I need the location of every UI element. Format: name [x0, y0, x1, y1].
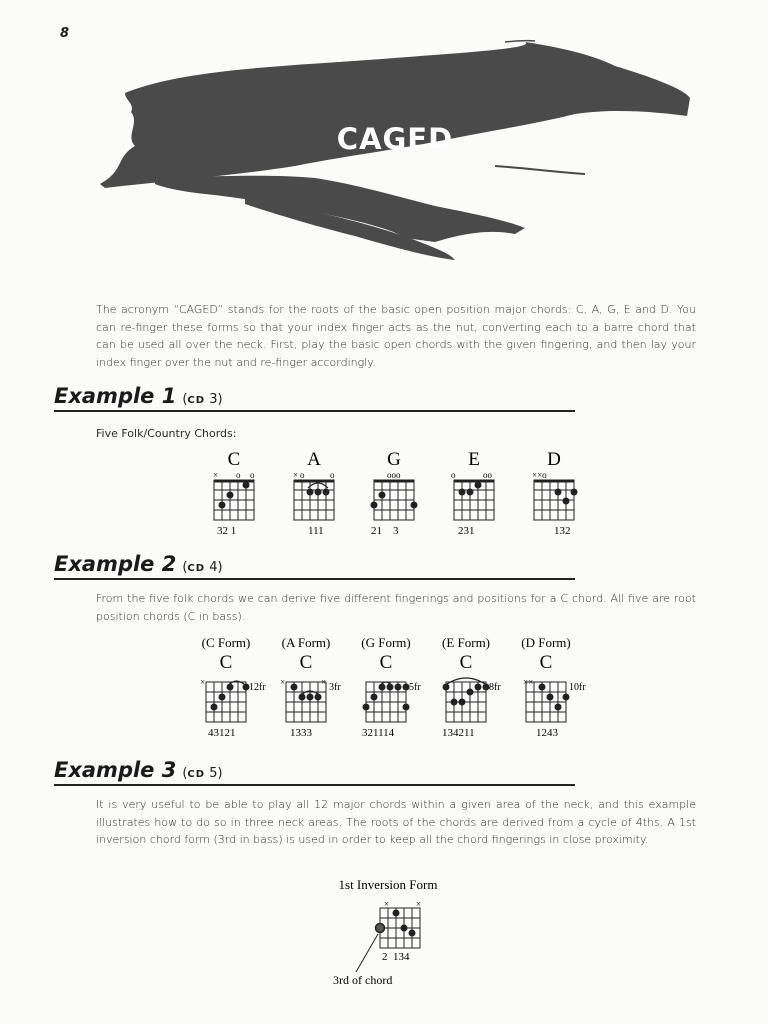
open-marker: o	[330, 470, 335, 480]
fingering-text: 2 134	[382, 951, 410, 963]
finger-dot	[475, 684, 482, 691]
finger-dot	[411, 502, 418, 509]
fingering-text: 321114	[362, 727, 395, 739]
finger-dot	[395, 684, 402, 691]
finger-dot	[307, 694, 314, 701]
finger-dot	[571, 489, 578, 496]
mute-marker: ×	[416, 899, 422, 909]
fingering-text: 231	[458, 525, 475, 537]
example-2-caption: From the five folk chords we can derive five different fingerings and positions for a C chord. All five are root position chords (C in bass).	[96, 592, 696, 623]
finger-dot	[539, 684, 546, 691]
finger-dot	[451, 699, 458, 706]
chord-diagram-a-form	[280, 635, 341, 739]
banner-title: CAGED	[336, 122, 454, 156]
title-banner	[95, 38, 695, 268]
fret-label: 10fr	[569, 682, 586, 693]
chord-name: C	[539, 652, 553, 673]
finger-dot	[379, 492, 386, 499]
finger-dot	[563, 498, 570, 505]
open-marker: ooo	[387, 470, 401, 480]
finger-dot	[227, 492, 234, 499]
cd-label: CD	[187, 395, 206, 406]
chord-diagram-a	[293, 449, 335, 537]
chord-name: A	[307, 449, 321, 470]
example-3-title: Example 3	[54, 758, 177, 782]
chord-name: C	[379, 652, 393, 673]
cd-label: CD	[187, 769, 206, 780]
chord-name: C	[219, 652, 233, 673]
chord-diagram-c-form	[200, 635, 266, 739]
fingering-text: 43121	[208, 727, 236, 739]
fingering-text: 111	[308, 525, 324, 537]
chord-diagram-e	[451, 449, 494, 537]
mute-marker: ×	[213, 470, 219, 480]
example-2-chord-diagrams	[0, 630, 768, 760]
example-3-diagram	[0, 870, 768, 990]
finger-dot	[315, 694, 322, 701]
fingering-text: 21 3	[371, 525, 399, 537]
open-marker: o	[236, 470, 241, 480]
example-1-chord-diagrams	[0, 444, 768, 544]
finger-dot	[219, 502, 226, 509]
finger-dot	[443, 684, 450, 691]
fret-label: 12fr	[249, 682, 266, 693]
chord-name: C	[459, 652, 473, 673]
example-2-heading: Example 2 (CD 4)	[54, 552, 575, 580]
chord-name: D	[547, 449, 561, 470]
cd-track: 4	[209, 560, 218, 575]
finger-dot	[307, 489, 314, 496]
chord-diagram-1st-inversion	[356, 899, 421, 972]
fret-label: 8fr	[489, 682, 501, 693]
chord-name: C	[299, 652, 313, 673]
finger-dot	[459, 489, 466, 496]
chord-name: G	[387, 449, 401, 470]
annotation-label: 3rd of chord	[333, 973, 393, 987]
finger-dot	[371, 694, 378, 701]
finger-dot	[409, 930, 416, 937]
chord-diagram-c	[213, 449, 255, 537]
finger-dot	[243, 482, 250, 489]
example-3-caption: It is very useful to be able to play all 12 major chords within a given area of the neck, and this example illustrates how to do so in three neck areas. The roots of the chords are derived from a cycle of 4ths. A 1st inversion chord form (3rd in bass) is used in order to keep all the chord fingerings in close proximity.	[96, 798, 696, 847]
finger-dot	[401, 925, 408, 932]
chord-diagram-g	[371, 449, 418, 537]
chord-diagram-e-form	[442, 635, 501, 739]
finger-dot	[403, 704, 410, 711]
open-marker: o	[451, 470, 456, 480]
form-label: (E Form)	[441, 635, 491, 650]
intro-paragraph: The acronym “CAGED” stands for the roots of the basic open position major chords: C, A, G, E and D. You can re-finger these forms so that your index finger acts as the nut, converting each to a barre chord that can be used all over the neck. First, play the basic open chords with the given fingering, and then lay your index finger over the nut and re-finger accordingly.	[96, 303, 696, 369]
example-1-title: Example 1	[54, 384, 177, 408]
fingering-text: 134211	[442, 727, 475, 739]
finger-dot	[371, 502, 378, 509]
fingering-text: 32 1	[217, 525, 237, 537]
mute-marker: ×	[280, 677, 286, 687]
chord-name: E	[468, 449, 480, 470]
fingering-text: 1243	[536, 727, 558, 739]
finger-dot	[555, 704, 562, 711]
form-label: (G Form)	[361, 635, 411, 650]
example-3-heading: Example 3 (CD 5)	[54, 758, 575, 786]
form-label: (C Form)	[201, 635, 251, 650]
finger-dot	[393, 910, 400, 917]
fret-label: 5fr	[409, 682, 421, 693]
chord-diagram-g-form	[361, 635, 421, 739]
finger-dot	[299, 694, 306, 701]
cd-track: 5	[209, 766, 218, 781]
finger-dot	[315, 489, 322, 496]
mute-marker: ×	[293, 470, 299, 480]
annotation-pointer	[356, 934, 378, 972]
open-marker: o	[300, 470, 305, 480]
form-label: (A Form)	[281, 635, 331, 650]
mute-marker: ×	[321, 677, 327, 687]
finger-dot	[323, 489, 330, 496]
open-marker: oo	[483, 470, 492, 480]
example-1-caption: Five Folk/Country Chords:	[96, 427, 237, 440]
finger-dot	[387, 684, 394, 691]
finger-dot	[376, 924, 385, 933]
mute-marker: ×	[384, 899, 390, 909]
finger-dot	[555, 489, 562, 496]
finger-dot	[563, 694, 570, 701]
finger-dot	[219, 694, 226, 701]
finger-dot	[475, 482, 482, 489]
fingering-text: 1333	[290, 727, 312, 739]
diagram-title: 1st Inversion Form	[338, 877, 438, 892]
form-label: (D Form)	[521, 635, 571, 650]
chord-diagram-d	[532, 449, 578, 537]
finger-dot	[211, 704, 218, 711]
cd-track: 3	[209, 392, 218, 407]
finger-dot	[547, 694, 554, 701]
finger-dot	[363, 704, 370, 711]
chord-diagram-d-form	[521, 635, 586, 739]
example-1-heading: Example 1 (CD 3)	[54, 384, 575, 412]
cd-label: CD	[187, 563, 206, 574]
example-2-title: Example 2	[54, 552, 177, 576]
fret-label: 3fr	[329, 682, 341, 693]
finger-dot	[467, 689, 474, 696]
mute-marker: ×	[200, 677, 206, 687]
mute-marker: ××	[523, 677, 534, 687]
finger-dot	[291, 684, 298, 691]
page-number: 8	[60, 26, 70, 41]
finger-dot	[379, 684, 386, 691]
finger-dot	[227, 684, 234, 691]
finger-dot	[459, 699, 466, 706]
open-marker: o	[250, 470, 255, 480]
finger-dot	[467, 489, 474, 496]
chord-name: C	[227, 449, 241, 470]
fingering-text: 132	[554, 525, 571, 537]
mute-open-marker: ××o	[532, 470, 547, 480]
